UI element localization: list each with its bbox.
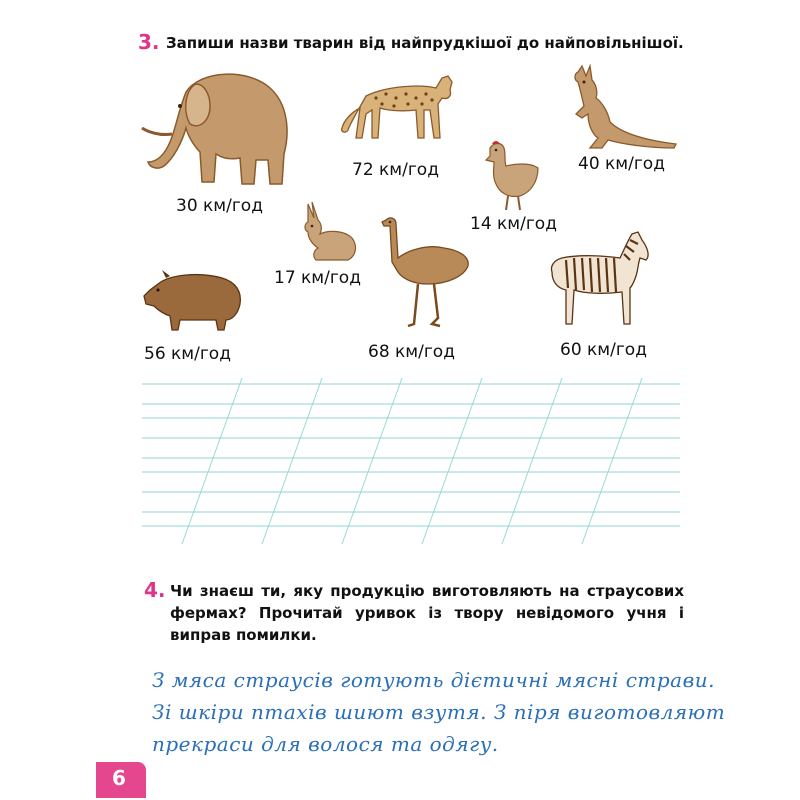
cheetah-speed: 72 км/год [352, 160, 439, 180]
boar-speed: 56 км/год [144, 344, 231, 364]
writing-lines-area [142, 378, 680, 544]
zebra-speed: 60 км/год [560, 340, 647, 360]
hen-speed: 14 км/год [470, 214, 557, 234]
boar-icon [140, 268, 244, 332]
task-3-instruction: Запиши назви тварин від найпрудкішої до найповільнішої. [166, 34, 684, 52]
task-3-number: 3. [138, 30, 160, 54]
zebra-icon [546, 230, 652, 328]
cheetah-icon [336, 68, 460, 144]
handwriting-line-1: З мяса страусів готують дієтичні мясні страви. [152, 668, 715, 692]
task-4-number: 4. [144, 578, 166, 602]
rabbit-speed: 17 км/год [274, 268, 361, 288]
handwriting-line-3: прекраси для волося та одягу. [152, 732, 499, 756]
handwriting-line-2: Зі шкіри птахів шиют взутя. З піря виготовляют [152, 700, 726, 724]
page-number: 6 [112, 766, 126, 790]
kangaroo-icon [568, 62, 678, 150]
elephant-speed: 30 км/год [176, 196, 263, 216]
ostrich-speed: 68 км/год [368, 342, 455, 362]
rabbit-icon [300, 200, 360, 264]
ostrich-icon [378, 214, 474, 330]
elephant-icon [138, 62, 298, 190]
hen-icon [480, 138, 542, 214]
kangaroo-speed: 40 км/год [578, 154, 665, 174]
task-4-instruction: Чи знаєш ти, яку продукцію виготовляють на страусових фермах? Прочитай уривок із твору невідомого учня і виправ помилки. [170, 582, 684, 644]
